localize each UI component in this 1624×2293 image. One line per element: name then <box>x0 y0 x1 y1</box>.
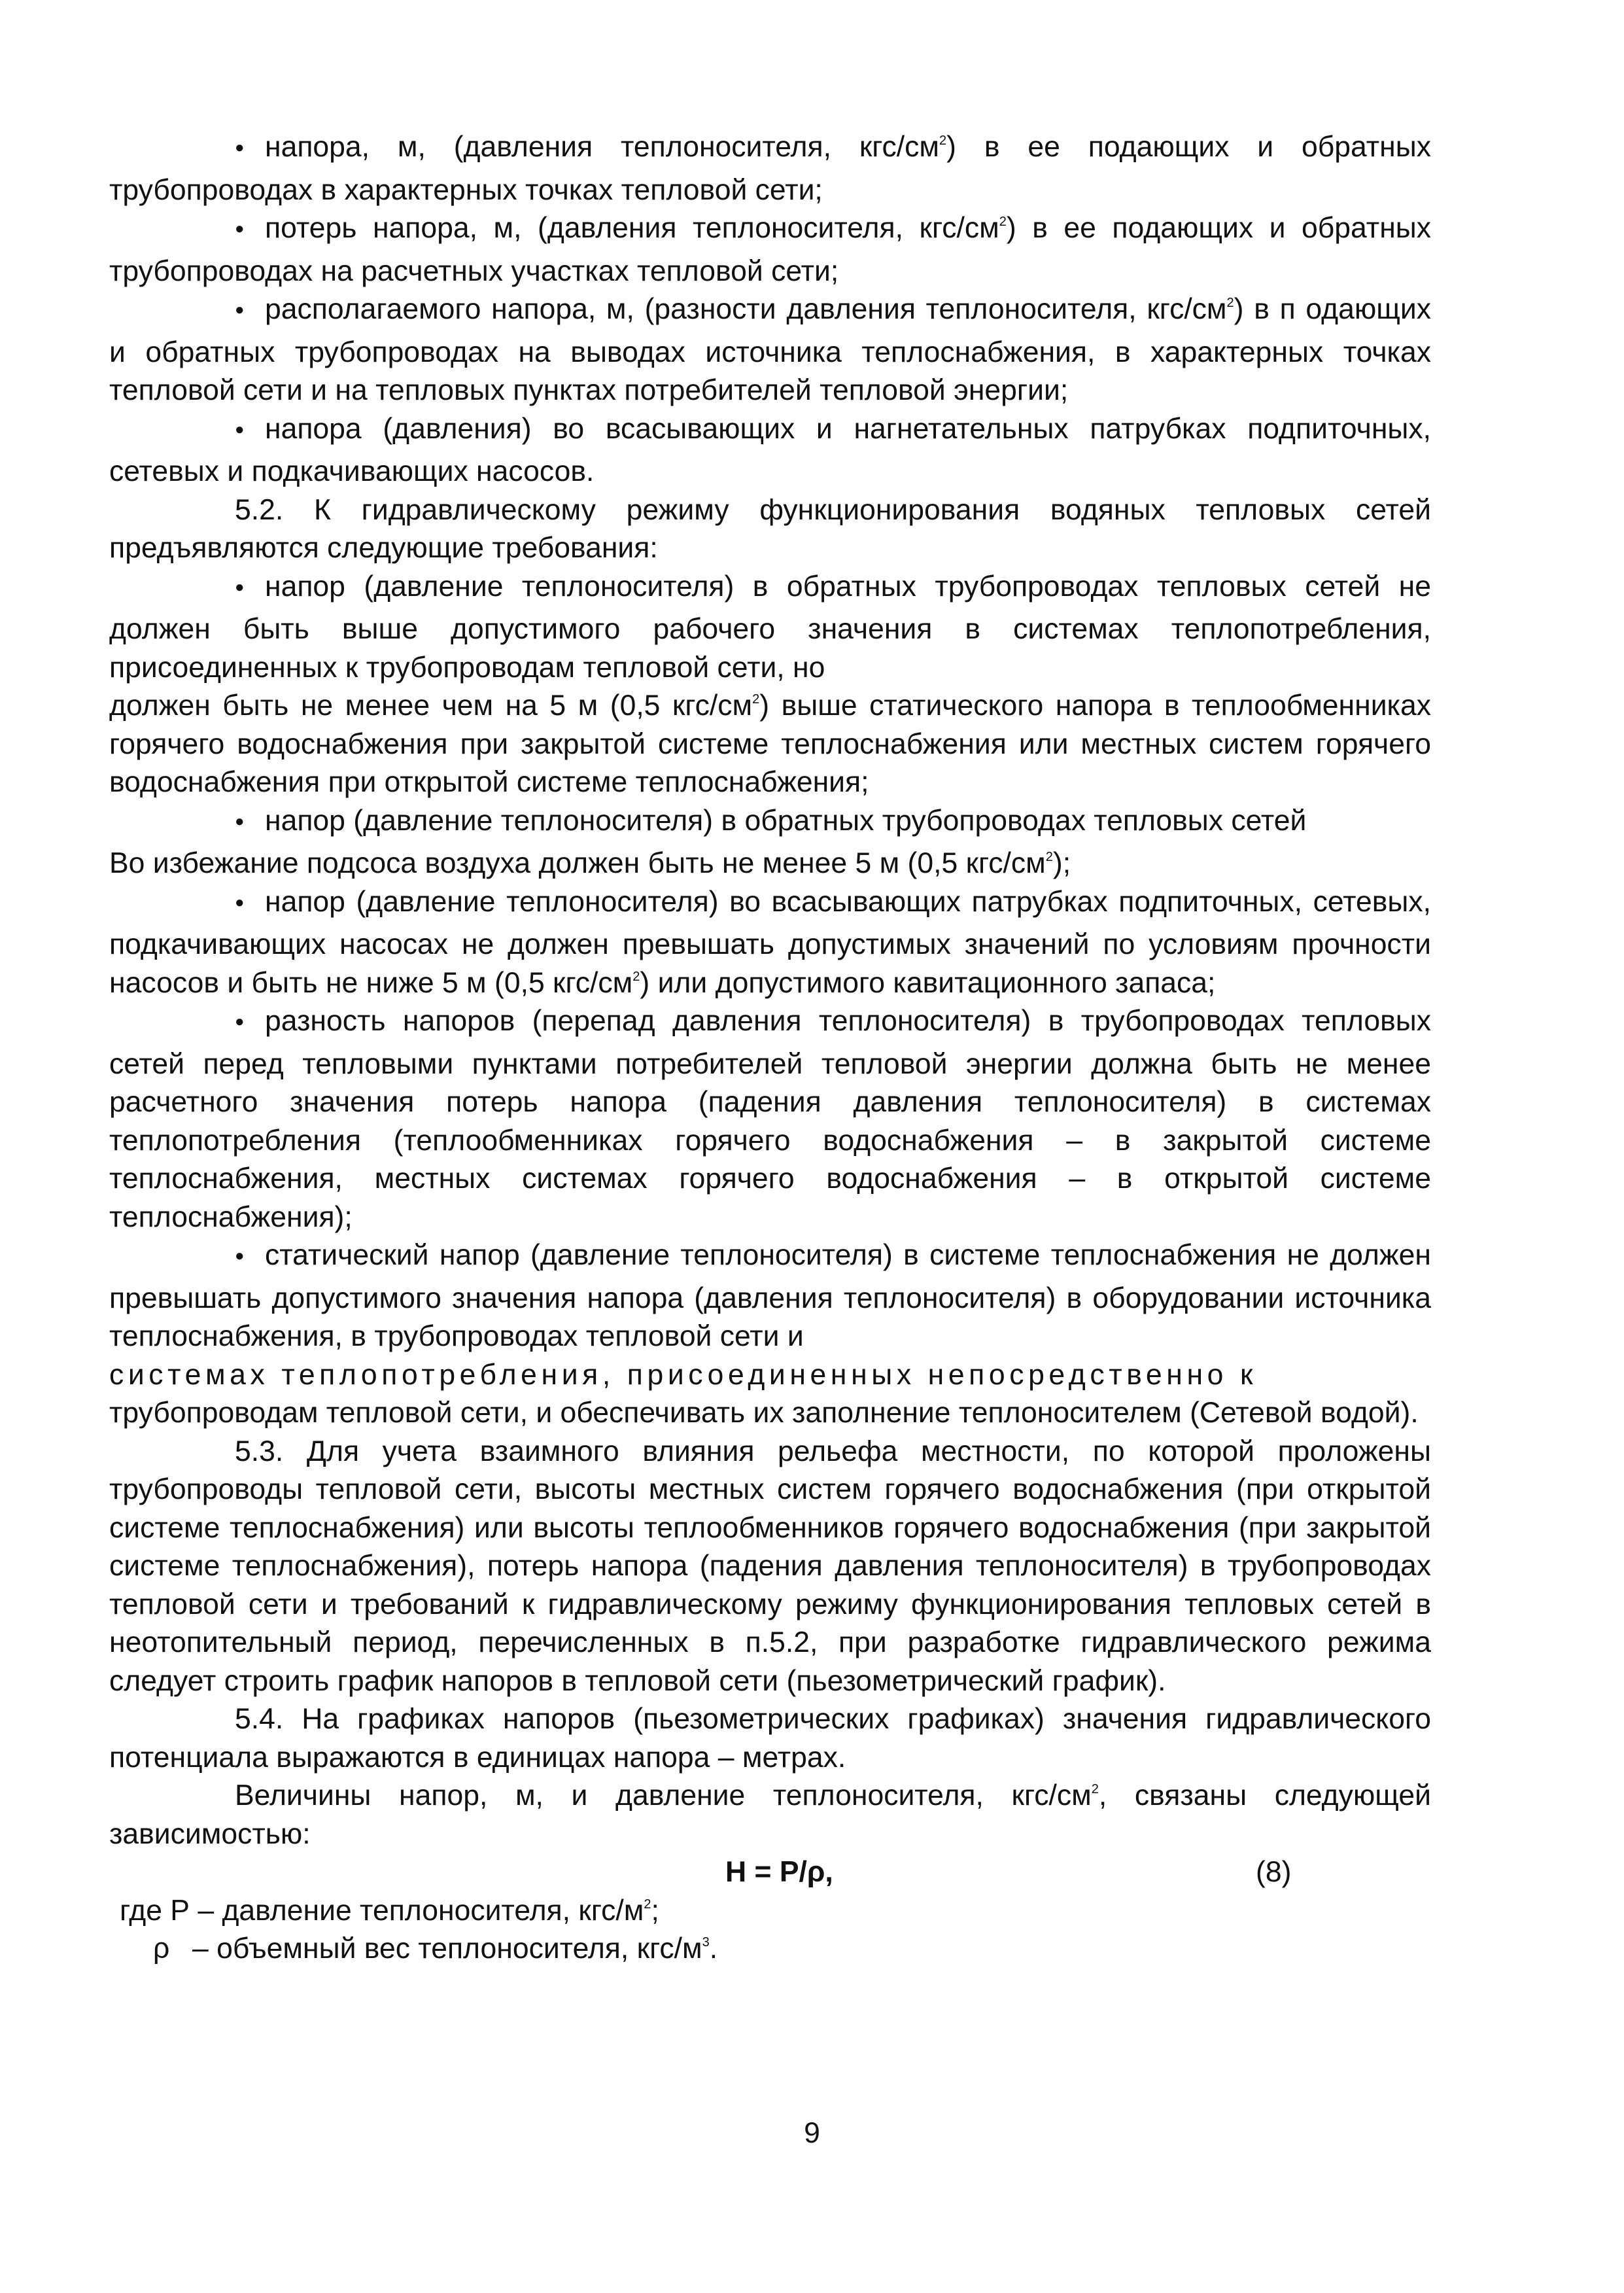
bullet-item: ●статический напор (давление теплоносителя) в системе теплоснабжения не должен превышать допустимого значения напора (давления теплоносителя) в оборудовании источника теплоснабжения, в трубопроводах тепловой сети и <box>109 1236 1431 1356</box>
bullet-item: ●напора, м, (давления теплоносителя, кгс/$см^2$) в ее подающих и обратных трубопроводах в характерных точках тепловой сети; <box>109 128 1431 209</box>
bullet-dot-icon <box>235 883 265 926</box>
bullet-continuation: трубопроводам тепловой сети, и обеспечивать их заполнение теплоносителем (Сетевой водой). <box>109 1397 1419 1429</box>
bullet-dot-icon <box>235 209 265 253</box>
where-p-definition: где Р – давление теплоносителя, кгс/$м^2$; <box>120 1894 659 1927</box>
formula: H = P/ρ, <box>725 1856 833 1888</box>
bullet-item: ●напор (давление теплоносителя) в обратных трубопроводах тепловых сетей <box>109 802 1431 845</box>
bullet-item: ●напор (давление теплоносителя) в обратных трубопроводах тепловых сетей не должен быть выше допустимого рабочего значения в системах теплопотребления, присоединенных к трубопроводам тепловой сети, но <box>109 568 1431 688</box>
bullet-item: ●разность напоров (перепад давления теплоносителя) в трубопроводах тепловых сетей перед тепловыми пунктами потребителей тепловой энергии должна быть не менее расчетного значения потерь напора (падения давления теплоносителя) в системах теплопотребления (теплообменниках горячего водоснабжения – в закрытой системе теплоснабжения, местных системах горячего водоснабжения – в открытой системе теплоснабжения); <box>109 1002 1431 1236</box>
rho-symbol: ρ <box>153 1933 170 1965</box>
page-body <box>109 128 1431 1969</box>
bullet-spaced-line: системах теплопотребления, присоединенных непосредственно к <box>109 1358 1258 1391</box>
where-rho-definition: ρ – объемный вес теплоносителя, кгс/$м^3$. <box>109 1930 1431 1969</box>
bullet-dot-icon <box>235 1002 265 1045</box>
section-5-3: 5.3. Для учета взаимного влияния рельефа местности, по которой проложены трубопроводы тепловой сети, высоты местных систем горячего водоснабжения (при открытой системе теплоснабжения) или высоты теплообменников горячего водоснабжения (при закрытой системе теплоснабжения), потерь напора (падения давления теплоносителя) в трубопроводах тепловой сети и требований к гидравлическому режиму функционирования тепловых сетей в неотопительный период, перечисленных в п.5.2, при разработке гидравлического режима следует строить график напоров в тепловой сети (пьезометрический график). <box>109 1435 1431 1697</box>
page-number: 9 <box>804 2117 820 2149</box>
formula-row <box>109 1853 1431 1892</box>
bullet-dot-icon <box>235 568 265 611</box>
bullet-continuation: Во избежание подсоса воздуха должен быть не менее 5 м (0,5 кгс/$см^2$); <box>109 847 1071 879</box>
section-5-4: 5.4. На графиках напоров (пьезометрических графиках) значения гидравлического потенциала выражаются в единицах напора – метрах. <box>109 1703 1431 1774</box>
bullet-item: ●напора (давления) во всасывающих и нагнетательных патрубках подпиточных, сетевых и подкачивающих насосов. <box>109 410 1431 491</box>
bullet-item: ●потерь напора, м, (давления теплоносителя, кгс/$см^2$) в ее подающих и обратных трубопроводах на расчетных участках тепловой сети; <box>109 209 1431 290</box>
bullet-item: ●располагаемого напора, м, (разности давления теплоносителя, кгс/$см^2$) в п одающих и обратных трубопроводах на выводах источника теплоснабжения, в характерных точках тепловой сети и на тепловых пунктах потребителей тепловой энергии; <box>109 290 1431 410</box>
bullet-dot-icon <box>235 802 265 845</box>
bullet-item: ●напор (давление теплоносителя) во всасывающих патрубках подпиточных, сетевых, подкачивающих насосах не должен превышать допустимых значений по условиям прочности насосов и быть не ниже 5 м (0,5 кгс/$см^2$) или допустимого кавитационного запаса; <box>109 883 1431 1003</box>
section-5-2-intro: 5.2. К гидравлическому режиму функционирования водяных тепловых сетей предъявляются следующие требования: <box>109 493 1431 564</box>
bullet-dot-icon <box>235 128 265 171</box>
bullet-dot-icon <box>235 410 265 453</box>
bullet-dot-icon <box>235 1236 265 1280</box>
bullet-dot-icon <box>235 290 265 334</box>
relation-paragraph: Величины напор, м, и давление теплоносителя, кгс/$см^2$, связаны следующей зависимостью: <box>109 1779 1431 1850</box>
bullet-continuation: должен быть не менее чем на 5 м (0,5 кгс/$см^2$) выше статического напора в теплообменниках горячего водоснабжения при закрытой системе теплоснабжения или местных систем горячего водоснабжения при открытой системе теплоснабжения; <box>109 690 1431 798</box>
equation-number: (8) <box>1256 1856 1292 1888</box>
